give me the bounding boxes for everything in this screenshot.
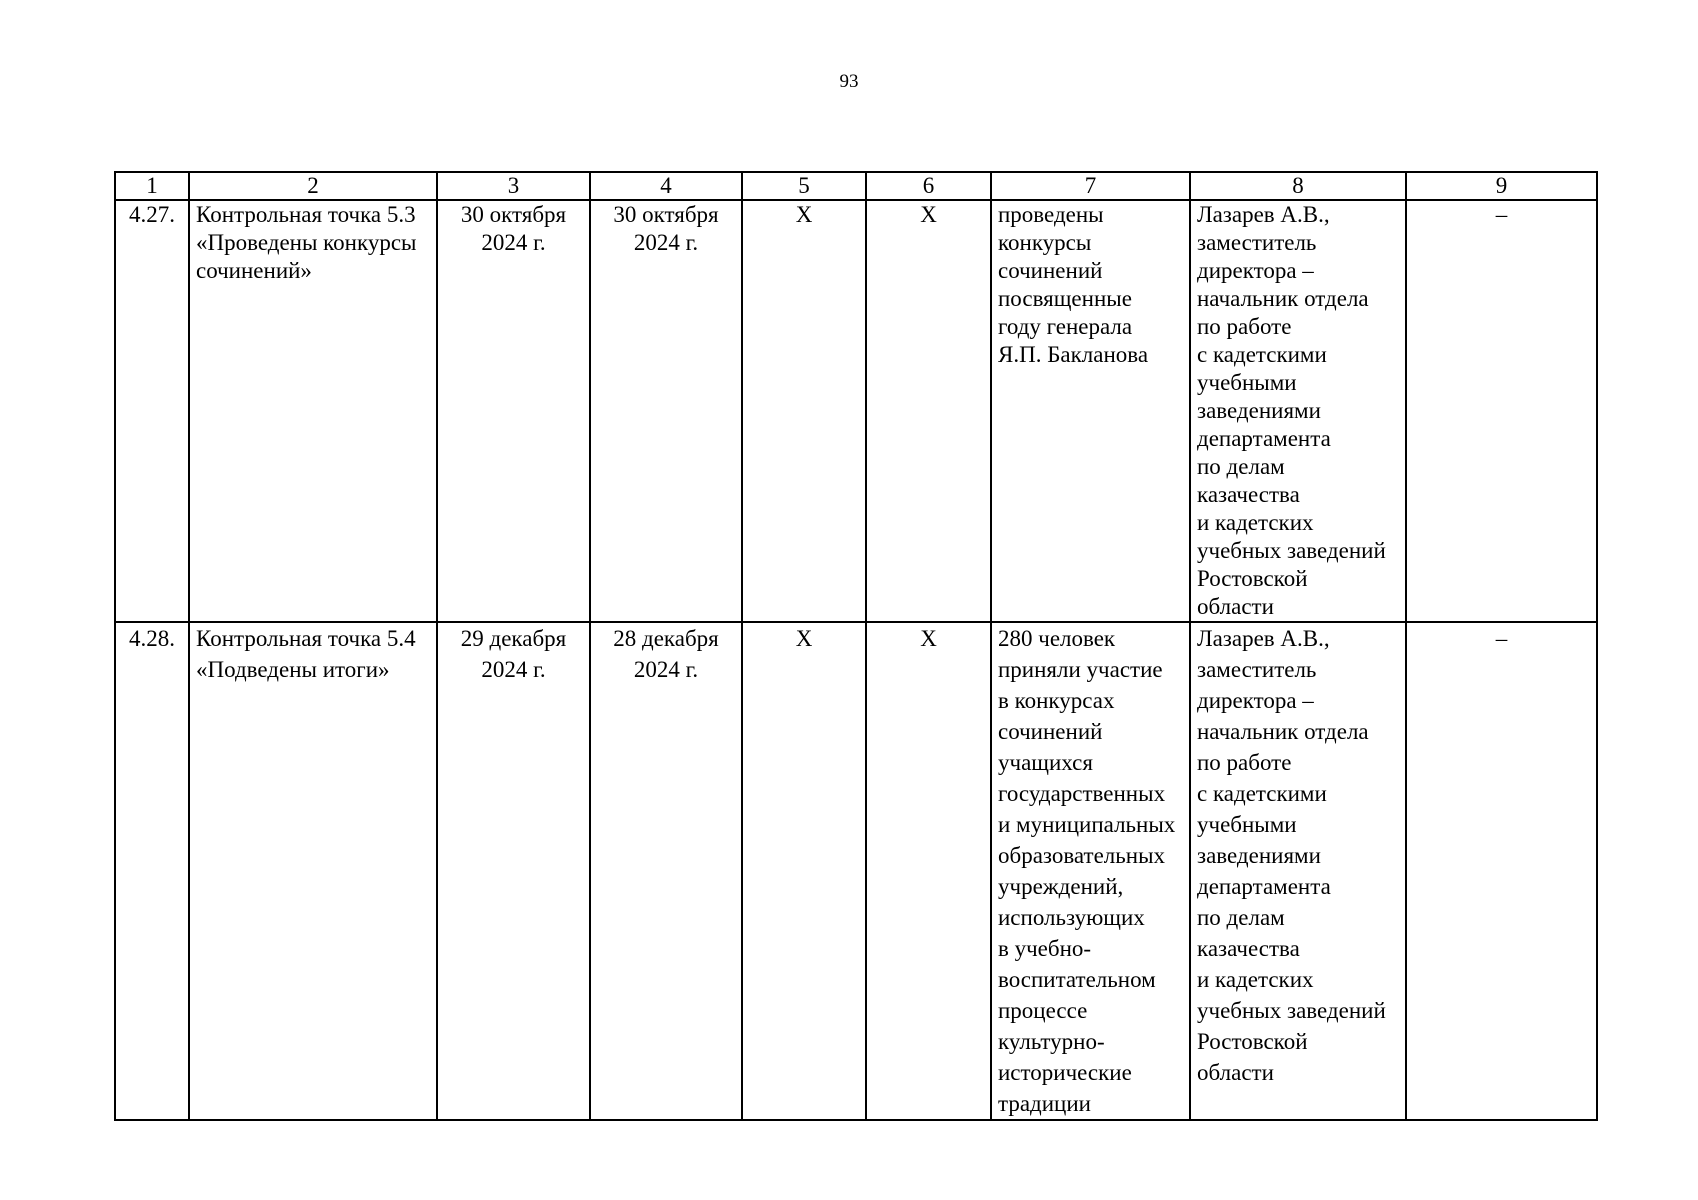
responsible-person-text: Лазарев А.В., заместитель директора – начальник отдела по работе с кадетскими учебными заведениями департамента по делам казачества и кадетских учебных заведений Ростовской области: [1197, 202, 1386, 619]
column-header-7: 7: [991, 172, 1190, 200]
result-description-text: 280 человек приняли участие в конкурсах сочинений учащихся государственных и муниципальных образовательных учреждений, использующих в учебно- воспитательном процессе культурно- исторические традиции: [998, 626, 1176, 1116]
row-number-text: 4.28.: [129, 626, 175, 651]
actual-date-text: 28 декабря 2024 г.: [613, 626, 719, 682]
control-point-name: [189, 622, 437, 1120]
planned-date: [437, 200, 590, 622]
column-9-value: [1406, 622, 1597, 1120]
column-6-text: Х: [920, 202, 937, 227]
row-number-text: 4.27.: [129, 202, 175, 227]
responsible-person-text: Лазарев А.В., заместитель директора – начальник отдела по работе с кадетскими учебными заведениями департамента по делам казачества и кадетских учебных заведений Ростовской области: [1197, 626, 1386, 1085]
row-number: [115, 200, 189, 622]
column-header-3: 3: [437, 172, 590, 200]
table-header-row: [115, 172, 1597, 200]
column-9-value: [1406, 200, 1597, 622]
column-5-value: [742, 622, 866, 1120]
control-points-table: [114, 171, 1598, 1121]
column-5-text: Х: [795, 626, 813, 651]
page-number: 93: [839, 71, 859, 92]
column-header-2: 2: [189, 172, 437, 200]
column-header-6: 6: [866, 172, 991, 200]
result-description: [991, 622, 1190, 1120]
column-5-text: Х: [795, 202, 813, 227]
column-9-text: –: [1495, 626, 1508, 651]
planned-date-text: 30 октября 2024 г.: [460, 202, 567, 255]
actual-date: [590, 200, 742, 622]
table-row: [115, 200, 1597, 622]
column-6-value: [866, 622, 991, 1120]
responsible-person: [1190, 622, 1406, 1120]
control-point-name: [189, 200, 437, 622]
column-header-4: 4: [590, 172, 742, 200]
planned-date-text: 29 декабря 2024 г.: [460, 626, 567, 682]
column-6-text: Х: [920, 626, 937, 651]
column-header-5: 5: [742, 172, 866, 200]
column-9-text: –: [1495, 202, 1508, 227]
table-row: [115, 622, 1597, 1120]
column-header-8: 8: [1190, 172, 1406, 200]
actual-date-text: 30 октября 2024 г.: [613, 202, 719, 255]
control-point-name-text: Контрольная точка 5.4 «Подведены итоги»: [196, 626, 416, 682]
planned-date: [437, 622, 590, 1120]
column-6-value: [866, 200, 991, 622]
row-number: [115, 622, 189, 1120]
responsible-person: [1190, 200, 1406, 622]
control-point-name-text: Контрольная точка 5.3 «Проведены конкурсы сочинений»: [196, 202, 417, 283]
result-description: [991, 200, 1190, 622]
actual-date: [590, 622, 742, 1120]
column-5-value: [742, 200, 866, 622]
column-header-9: 9: [1406, 172, 1597, 200]
column-header-1: 1: [115, 172, 189, 200]
result-description-text: проведены конкурсы сочинений посвященные году генерала Я.П. Бакланова: [998, 202, 1149, 367]
